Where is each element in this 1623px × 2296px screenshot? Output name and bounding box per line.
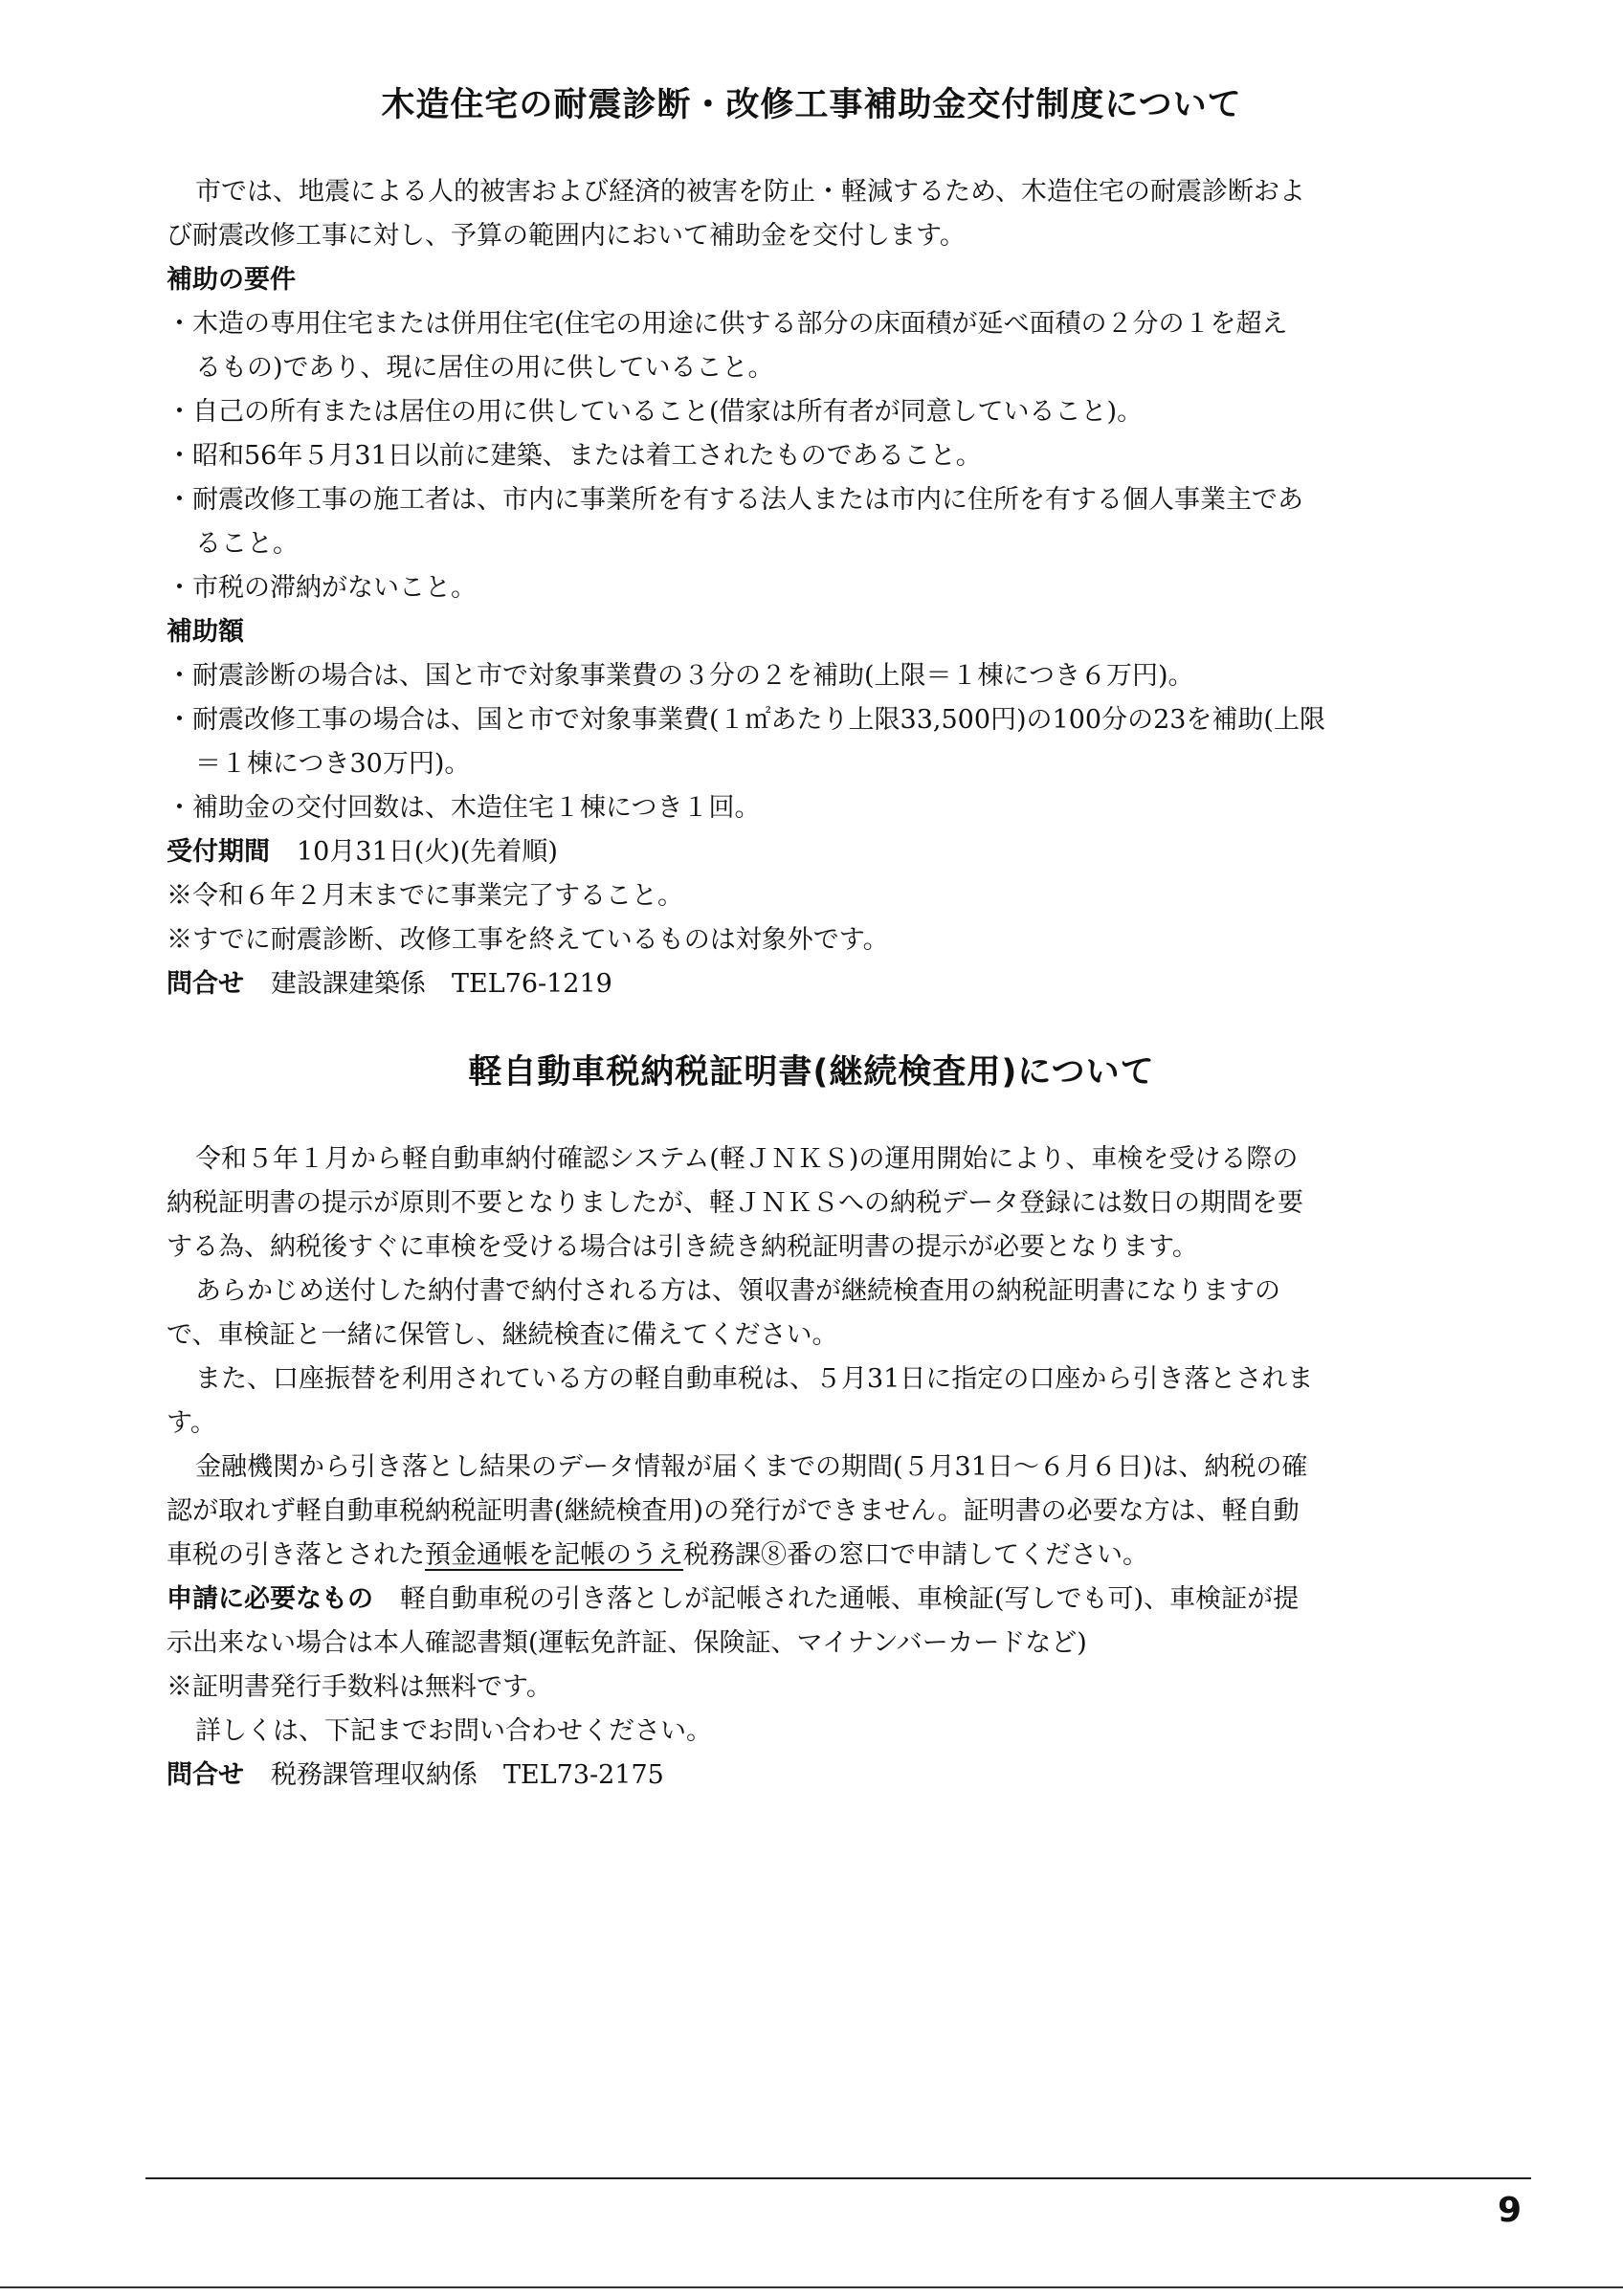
- requirement-item: ・木造の専用住宅または併用住宅(住宅の用途に供する部分の床面積が延べ面積の２分の１を超え: [167, 309, 1288, 339]
- text-segment: 税務課⑧番の窓口で申請してください。: [683, 1540, 1148, 1570]
- amount-item-continued: ＝１棟につき30万円)。: [195, 749, 471, 779]
- footer-divider: [145, 2177, 1531, 2179]
- amount-heading: 補助額: [167, 617, 244, 647]
- period-value: 10月31日(火)(先着順): [297, 837, 558, 867]
- amount-item: ・耐震診断の場合は、国と市で対象事業費の３分の２を補助(上限＝１棟につき６万円)。: [167, 661, 1194, 691]
- required-line-continued: 示出来ない場合は本人確認書類(運転免許証、保険証、マイナンバーカードなど): [167, 1628, 1087, 1658]
- intro-line: 市では、地震による人的被害および経済的被害を防止・軽減するため、木造住宅の耐震診断およ: [195, 177, 1305, 207]
- paragraph-line: す。: [167, 1408, 216, 1438]
- requirements-heading: 補助の要件: [167, 265, 296, 295]
- note-line: ※すでに耐震診断、改修工事を終えているものは対象外です。: [167, 925, 889, 955]
- paragraph-line: 納税証明書の提示が原則不要となりましたが、軽ＪＮＫＳへの納税データ登録には数日の期間を要: [167, 1188, 1303, 1218]
- amount-item: ・耐震改修工事の場合は、国と市で対象事業費(１㎡あたり上限33,500円)の100分の23を補助(上限: [167, 705, 1325, 735]
- contact-label: 問合せ: [167, 1760, 244, 1790]
- section2-title: 軽自動車税納税証明書(継続検査用)について: [468, 1053, 1155, 1092]
- paragraph-line: 詳しくは、下記までお問い合わせください。: [195, 1716, 712, 1746]
- section2-body: [167, 1137, 1502, 1798]
- required-value: 軽自動車税の引き落としが記帳された通帳、車検証(写しでも可)、車検証が提: [400, 1584, 1300, 1614]
- contact-label: 問合せ: [167, 969, 244, 999]
- section1-body: [167, 170, 1502, 1006]
- paragraph-line: あらかじめ送付した納付書で納付される方は、領収書が継続検査用の納税証明書になりますの: [195, 1276, 1280, 1306]
- paragraph-line: また、口座振替を利用されている方の軽自動車税は、５月31日に指定の口座から引き落とされま: [195, 1364, 1314, 1394]
- requirement-item-continued: ること。: [195, 529, 299, 559]
- page-number: 9: [1497, 2191, 1522, 2230]
- requirement-item: ・自己の所有または居住の用に供していること(借家は所有者が同意していること)。: [167, 397, 1144, 427]
- paragraph-line: [167, 1534, 1502, 1578]
- contact-line: [167, 962, 1502, 1006]
- paragraph-line: する為、納税後すぐに車検を受ける場合は引き続き納税証明書の提示が必要となります。: [167, 1232, 1198, 1262]
- requirement-item: ・耐震改修工事の施工者は、市内に事業所を有する法人または市内に住所を有する個人事業主であ: [167, 485, 1303, 515]
- requirement-item-continued: るもの)であり、現に居住の用に供していること。: [195, 353, 774, 383]
- amount-item: ・補助金の交付回数は、木造住宅１棟につき１回。: [167, 793, 761, 823]
- period-label: 受付期間: [167, 837, 270, 867]
- note-line: ※証明書発行手数料は無料です。: [167, 1672, 552, 1702]
- note-line: ※令和６年２月末までに事業完了すること。: [167, 881, 683, 911]
- section1-title: 木造住宅の耐震診断・改修工事補助金交付制度について: [381, 86, 1242, 124]
- page-bottom-edge: [0, 2286, 1623, 2288]
- required-label: 申請に必要なもの: [167, 1584, 373, 1614]
- paragraph-line: で、車検証と一緒に保管し、継続検査に備えてください。: [167, 1320, 838, 1350]
- contact-line: [167, 1754, 1502, 1798]
- requirement-item: ・昭和56年５月31日以前に建築、または着工されたものであること。: [167, 441, 982, 471]
- contact-value: 税務課管理収納係 TEL73-2175: [271, 1760, 664, 1790]
- paragraph-line: 令和５年１月から軽自動車納付確認システム(軽ＪＮＫＳ)の運用開始により、車検を受ける際の: [195, 1144, 1299, 1174]
- paragraph-line: 認が取れず軽自動車税納税証明書(継続検査用)の発行ができません。証明書の必要な方は、軽自動: [167, 1496, 1300, 1526]
- intro-line: び耐震改修工事に対し、予算の範囲内において補助金を交付します。: [167, 221, 966, 251]
- period-line: [167, 830, 1502, 874]
- requirement-item: ・市税の滞納がないこと。: [167, 573, 477, 603]
- underlined-text: 預金通帳を記帳のうえ: [425, 1540, 683, 1570]
- text-segment: 車税の引き落とされた: [167, 1540, 425, 1570]
- required-line: [167, 1578, 1502, 1622]
- paragraph-line: 金融機関から引き落とし結果のデータ情報が届くまでの期間(５月31日～６月６日)は、納税の確: [195, 1452, 1308, 1482]
- contact-value: 建設課建築係 TEL76-1219: [271, 969, 612, 999]
